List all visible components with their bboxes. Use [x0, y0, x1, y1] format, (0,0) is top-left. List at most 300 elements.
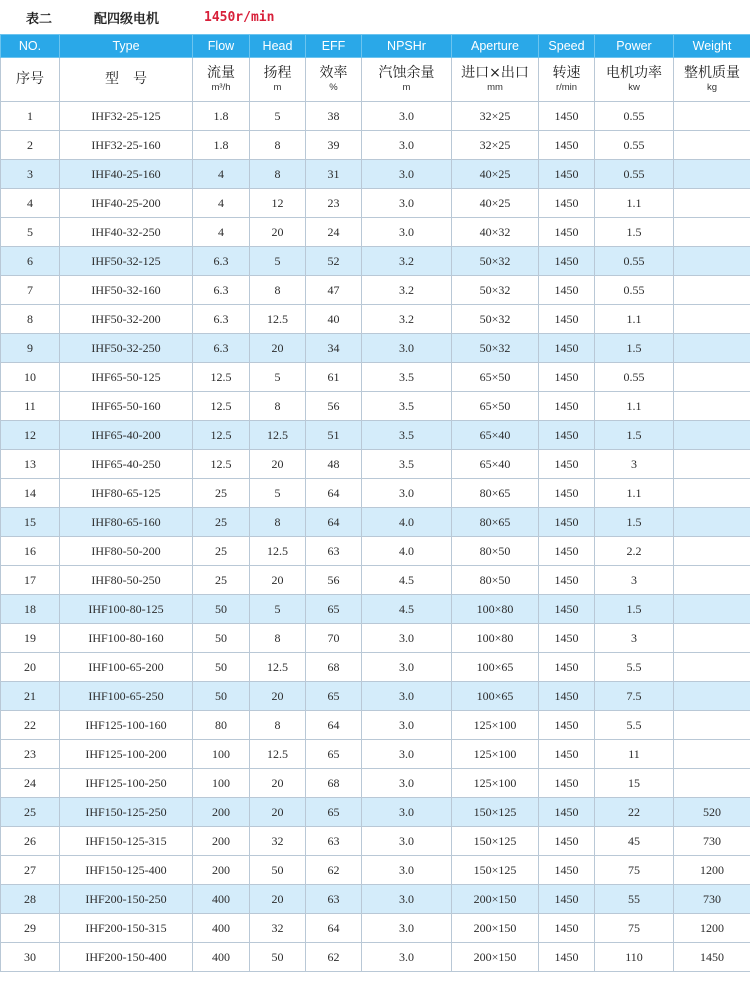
- cell-eff: 23: [306, 189, 362, 218]
- cell-power: 1.5: [595, 218, 674, 247]
- cell-speed: 1450: [539, 218, 595, 247]
- header-cn-label: 电机功率: [606, 65, 662, 81]
- cell-weight: [674, 479, 750, 508]
- cell-no: 13: [1, 450, 60, 479]
- cell-weight: [674, 740, 750, 769]
- cell-flow: 25: [193, 479, 250, 508]
- cell-power: 0.55: [595, 131, 674, 160]
- table-row: [1, 218, 750, 247]
- cell-power: 22: [595, 798, 674, 827]
- cell-weight: [674, 682, 750, 711]
- cell-eff: 62: [306, 943, 362, 972]
- cell-no: 20: [1, 653, 60, 682]
- cell-npshr: 3.0: [362, 914, 452, 943]
- cell-type: IHF65-50-160: [60, 392, 193, 421]
- cell-type: IHF32-25-160: [60, 131, 193, 160]
- cell-speed: 1450: [539, 566, 595, 595]
- cell-eff: 68: [306, 769, 362, 798]
- cell-flow: 12.5: [193, 450, 250, 479]
- cell-speed: 1450: [539, 392, 595, 421]
- cell-aperture: 100×80: [452, 595, 539, 624]
- table-row: [1, 160, 750, 189]
- cell-type: IHF80-65-125: [60, 479, 193, 508]
- cell-power: 45: [595, 827, 674, 856]
- cell-weight: [674, 392, 750, 421]
- table-row: [1, 653, 750, 682]
- cell-head: 12.5: [250, 537, 306, 566]
- cell-type: IHF100-65-200: [60, 653, 193, 682]
- cell-weight: [674, 624, 750, 653]
- cell-power: 1.1: [595, 189, 674, 218]
- cell-weight: 1450: [674, 943, 750, 972]
- cell-weight: [674, 131, 750, 160]
- cell-speed: 1450: [539, 682, 595, 711]
- cell-aperture: 50×32: [452, 247, 539, 276]
- cell-flow: 200: [193, 827, 250, 856]
- cell-speed: 1450: [539, 740, 595, 769]
- header-cn-flow: [193, 58, 250, 102]
- cell-weight: [674, 334, 750, 363]
- cell-eff: 56: [306, 566, 362, 595]
- header-cn-npshr: [362, 58, 452, 102]
- cell-power: 55: [595, 885, 674, 914]
- cell-weight: [674, 276, 750, 305]
- cell-weight: 1200: [674, 856, 750, 885]
- cell-speed: 1450: [539, 102, 595, 131]
- header-en-eff: EFF: [306, 35, 362, 58]
- cell-head: 5: [250, 102, 306, 131]
- cell-speed: 1450: [539, 276, 595, 305]
- cell-speed: 1450: [539, 305, 595, 334]
- cell-power: 0.55: [595, 102, 674, 131]
- cell-weight: [674, 363, 750, 392]
- cell-head: 20: [250, 450, 306, 479]
- cell-npshr: 4.5: [362, 566, 452, 595]
- cell-eff: 63: [306, 537, 362, 566]
- cell-eff: 31: [306, 160, 362, 189]
- cell-npshr: 3.0: [362, 769, 452, 798]
- header-en-flow: Flow: [193, 35, 250, 58]
- cell-eff: 62: [306, 856, 362, 885]
- cell-flow: 50: [193, 653, 250, 682]
- cell-flow: 1.8: [193, 102, 250, 131]
- cell-aperture: 80×50: [452, 537, 539, 566]
- cell-npshr: 3.0: [362, 885, 452, 914]
- cell-npshr: 3.0: [362, 827, 452, 856]
- cell-type: IHF125-100-160: [60, 711, 193, 740]
- header-unit: mm: [487, 82, 503, 93]
- cell-speed: 1450: [539, 334, 595, 363]
- cell-aperture: 100×65: [452, 682, 539, 711]
- cell-head: 8: [250, 711, 306, 740]
- cell-speed: 1450: [539, 856, 595, 885]
- cell-no: 18: [1, 595, 60, 624]
- header-cn-label: 整机质量: [684, 65, 740, 81]
- table-row: [1, 450, 750, 479]
- table-row: [1, 102, 750, 131]
- header-cn-label: 进口×出口: [461, 65, 529, 81]
- table-row: [1, 247, 750, 276]
- cell-power: 5.5: [595, 711, 674, 740]
- cell-aperture: 50×32: [452, 276, 539, 305]
- cell-type: IHF100-80-160: [60, 624, 193, 653]
- cell-aperture: 32×25: [452, 102, 539, 131]
- cell-flow: 4: [193, 160, 250, 189]
- cell-type: IHF80-50-200: [60, 537, 193, 566]
- header-cn-label: 流量: [207, 65, 235, 81]
- cell-weight: 520: [674, 798, 750, 827]
- cell-weight: [674, 218, 750, 247]
- header-en-type: Type: [60, 35, 193, 58]
- cell-power: 0.55: [595, 276, 674, 305]
- cell-type: IHF65-50-125: [60, 363, 193, 392]
- cell-type: IHF200-150-250: [60, 885, 193, 914]
- cell-aperture: 65×40: [452, 450, 539, 479]
- cell-weight: [674, 160, 750, 189]
- cell-no: 22: [1, 711, 60, 740]
- cell-head: 12.5: [250, 740, 306, 769]
- cell-power: 0.55: [595, 160, 674, 189]
- cell-eff: 65: [306, 798, 362, 827]
- header-row-cn: [1, 58, 750, 102]
- cell-flow: 12.5: [193, 363, 250, 392]
- table-title-bar: [0, 0, 750, 34]
- cell-power: 3: [595, 624, 674, 653]
- header-en-no: NO.: [1, 35, 60, 58]
- table-label: 表二: [26, 11, 53, 27]
- header-cn-label: 扬程: [263, 65, 292, 81]
- header-unit: %: [329, 82, 338, 93]
- cell-speed: 1450: [539, 479, 595, 508]
- cell-no: 27: [1, 856, 60, 885]
- cell-power: 5.5: [595, 653, 674, 682]
- header-cn-aperture: [452, 58, 539, 102]
- header-en-head: Head: [250, 35, 306, 58]
- cell-npshr: 3.0: [362, 943, 452, 972]
- cell-eff: 52: [306, 247, 362, 276]
- cell-speed: 1450: [539, 914, 595, 943]
- cell-aperture: 150×125: [452, 856, 539, 885]
- cell-npshr: 3.5: [362, 421, 452, 450]
- cell-speed: 1450: [539, 363, 595, 392]
- cell-npshr: 3.0: [362, 218, 452, 247]
- cell-power: 3: [595, 566, 674, 595]
- header-en-aperture: Aperture: [452, 35, 539, 58]
- cell-no: 29: [1, 914, 60, 943]
- cell-eff: 64: [306, 711, 362, 740]
- motor-speed: 1450r/min: [204, 9, 275, 25]
- cell-npshr: 4.0: [362, 508, 452, 537]
- cell-aperture: 40×25: [452, 189, 539, 218]
- cell-power: 11: [595, 740, 674, 769]
- cell-no: 15: [1, 508, 60, 537]
- cell-weight: [674, 305, 750, 334]
- cell-no: 16: [1, 537, 60, 566]
- cell-aperture: 65×40: [452, 421, 539, 450]
- cell-eff: 38: [306, 102, 362, 131]
- cell-power: 0.55: [595, 363, 674, 392]
- table-row: [1, 566, 750, 595]
- cell-no: 14: [1, 479, 60, 508]
- cell-speed: 1450: [539, 421, 595, 450]
- cell-power: 1.5: [595, 595, 674, 624]
- cell-aperture: 150×125: [452, 798, 539, 827]
- cell-head: 8: [250, 508, 306, 537]
- cell-flow: 200: [193, 856, 250, 885]
- table-row: [1, 392, 750, 421]
- table-row: [1, 479, 750, 508]
- cell-head: 50: [250, 943, 306, 972]
- cell-flow: 200: [193, 798, 250, 827]
- header-row-en: [1, 35, 750, 58]
- cell-head: 8: [250, 392, 306, 421]
- cell-eff: 34: [306, 334, 362, 363]
- cell-type: IHF200-150-400: [60, 943, 193, 972]
- table-row: [1, 624, 750, 653]
- cell-flow: 50: [193, 624, 250, 653]
- header-en-npshr: NPSHr: [362, 35, 452, 58]
- cell-flow: 80: [193, 711, 250, 740]
- header-cn-eff: [306, 58, 362, 102]
- pump-spec-table: [0, 34, 750, 972]
- cell-npshr: 3.0: [362, 653, 452, 682]
- cell-type: IHF40-25-200: [60, 189, 193, 218]
- cell-flow: 400: [193, 914, 250, 943]
- header-cn-type: [60, 58, 193, 102]
- cell-no: 30: [1, 943, 60, 972]
- cell-type: IHF150-125-400: [60, 856, 193, 885]
- cell-head: 12: [250, 189, 306, 218]
- table-row: [1, 682, 750, 711]
- cell-no: 25: [1, 798, 60, 827]
- cell-speed: 1450: [539, 711, 595, 740]
- cell-head: 32: [250, 914, 306, 943]
- cell-type: IHF125-100-250: [60, 769, 193, 798]
- cell-head: 8: [250, 131, 306, 160]
- cell-npshr: 3.5: [362, 450, 452, 479]
- cell-flow: 100: [193, 769, 250, 798]
- cell-eff: 64: [306, 508, 362, 537]
- cell-head: 20: [250, 334, 306, 363]
- cell-aperture: 80×65: [452, 508, 539, 537]
- cell-flow: 6.3: [193, 305, 250, 334]
- cell-weight: 730: [674, 885, 750, 914]
- cell-type: IHF150-125-250: [60, 798, 193, 827]
- cell-aperture: 50×32: [452, 305, 539, 334]
- cell-aperture: 80×50: [452, 566, 539, 595]
- cell-npshr: 3.2: [362, 247, 452, 276]
- table-row: [1, 827, 750, 856]
- cell-eff: 63: [306, 827, 362, 856]
- cell-power: 75: [595, 914, 674, 943]
- cell-npshr: 3.0: [362, 682, 452, 711]
- cell-eff: 64: [306, 479, 362, 508]
- cell-aperture: 100×80: [452, 624, 539, 653]
- cell-no: 28: [1, 885, 60, 914]
- cell-aperture: 32×25: [452, 131, 539, 160]
- cell-no: 6: [1, 247, 60, 276]
- cell-aperture: 125×100: [452, 711, 539, 740]
- cell-weight: [674, 189, 750, 218]
- cell-eff: 65: [306, 595, 362, 624]
- cell-speed: 1450: [539, 885, 595, 914]
- cell-aperture: 40×25: [452, 160, 539, 189]
- cell-eff: 65: [306, 682, 362, 711]
- cell-head: 20: [250, 885, 306, 914]
- cell-weight: [674, 102, 750, 131]
- cell-aperture: 125×100: [452, 740, 539, 769]
- cell-npshr: 4.5: [362, 595, 452, 624]
- header-unit: m³/h: [211, 82, 231, 93]
- cell-head: 32: [250, 827, 306, 856]
- table-row: [1, 595, 750, 624]
- cell-speed: 1450: [539, 943, 595, 972]
- cell-power: 0.55: [595, 247, 674, 276]
- cell-head: 12.5: [250, 653, 306, 682]
- cell-speed: 1450: [539, 624, 595, 653]
- header-cn-label: 汽蚀余量: [378, 65, 435, 81]
- cell-no: 21: [1, 682, 60, 711]
- cell-npshr: 3.0: [362, 131, 452, 160]
- cell-power: 1.1: [595, 305, 674, 334]
- header-cn-label: 序号: [16, 71, 44, 87]
- cell-aperture: 150×125: [452, 827, 539, 856]
- cell-speed: 1450: [539, 160, 595, 189]
- header-en-weight: Weight: [674, 35, 750, 58]
- cell-flow: 6.3: [193, 334, 250, 363]
- cell-flow: 1.8: [193, 131, 250, 160]
- cell-weight: [674, 508, 750, 537]
- cell-flow: 6.3: [193, 247, 250, 276]
- cell-no: 10: [1, 363, 60, 392]
- table-row: [1, 508, 750, 537]
- cell-npshr: 3.0: [362, 189, 452, 218]
- cell-flow: 50: [193, 595, 250, 624]
- header-cn-label: 型 号: [105, 71, 147, 87]
- cell-weight: [674, 537, 750, 566]
- cell-eff: 39: [306, 131, 362, 160]
- cell-npshr: 3.0: [362, 798, 452, 827]
- table-row: [1, 885, 750, 914]
- table-row: [1, 189, 750, 218]
- cell-power: 1.5: [595, 508, 674, 537]
- cell-no: 1: [1, 102, 60, 131]
- cell-type: IHF50-32-200: [60, 305, 193, 334]
- header-cn-no: [1, 58, 60, 102]
- cell-npshr: 3.2: [362, 305, 452, 334]
- cell-type: IHF32-25-125: [60, 102, 193, 131]
- cell-npshr: 3.5: [362, 392, 452, 421]
- cell-npshr: 3.0: [362, 160, 452, 189]
- cell-type: IHF80-65-160: [60, 508, 193, 537]
- cell-weight: 730: [674, 827, 750, 856]
- cell-weight: [674, 450, 750, 479]
- cell-no: 12: [1, 421, 60, 450]
- cell-no: 9: [1, 334, 60, 363]
- cell-weight: [674, 595, 750, 624]
- spec-table-body: [1, 102, 750, 972]
- cell-weight: [674, 566, 750, 595]
- cell-no: 11: [1, 392, 60, 421]
- cell-flow: 400: [193, 943, 250, 972]
- cell-speed: 1450: [539, 769, 595, 798]
- cell-speed: 1450: [539, 653, 595, 682]
- cell-speed: 1450: [539, 189, 595, 218]
- table-row: [1, 711, 750, 740]
- cell-flow: 4: [193, 189, 250, 218]
- cell-npshr: 3.0: [362, 856, 452, 885]
- cell-head: 5: [250, 595, 306, 624]
- cell-head: 20: [250, 798, 306, 827]
- header-unit: m: [402, 82, 411, 93]
- cell-type: IHF65-40-200: [60, 421, 193, 450]
- cell-speed: 1450: [539, 827, 595, 856]
- cell-head: 50: [250, 856, 306, 885]
- table-row: [1, 305, 750, 334]
- header-cn-label: 效率: [319, 65, 348, 81]
- cell-eff: 64: [306, 914, 362, 943]
- cell-aperture: 40×32: [452, 218, 539, 247]
- header-cn-label: 转速: [552, 65, 581, 81]
- cell-npshr: 3.0: [362, 479, 452, 508]
- header-unit: kg: [706, 82, 718, 93]
- cell-power: 75: [595, 856, 674, 885]
- cell-aperture: 80×65: [452, 479, 539, 508]
- cell-flow: 400: [193, 885, 250, 914]
- table-row: [1, 421, 750, 450]
- cell-no: 23: [1, 740, 60, 769]
- cell-speed: 1450: [539, 798, 595, 827]
- cell-type: IHF50-32-160: [60, 276, 193, 305]
- cell-type: IHF80-50-250: [60, 566, 193, 595]
- cell-type: IHF65-40-250: [60, 450, 193, 479]
- cell-speed: 1450: [539, 537, 595, 566]
- cell-type: IHF200-150-315: [60, 914, 193, 943]
- table-row: [1, 334, 750, 363]
- cell-flow: 100: [193, 740, 250, 769]
- cell-no: 3: [1, 160, 60, 189]
- table-row: [1, 914, 750, 943]
- table-row: [1, 856, 750, 885]
- cell-weight: 1200: [674, 914, 750, 943]
- cell-head: 8: [250, 276, 306, 305]
- cell-aperture: 100×65: [452, 653, 539, 682]
- header-cn-weight: [674, 58, 750, 102]
- cell-power: 3: [595, 450, 674, 479]
- cell-no: 24: [1, 769, 60, 798]
- cell-head: 5: [250, 363, 306, 392]
- cell-weight: [674, 653, 750, 682]
- cell-weight: [674, 247, 750, 276]
- cell-speed: 1450: [539, 450, 595, 479]
- cell-aperture: 200×150: [452, 914, 539, 943]
- cell-type: IHF50-32-125: [60, 247, 193, 276]
- cell-power: 1.1: [595, 392, 674, 421]
- cell-aperture: 200×150: [452, 885, 539, 914]
- cell-head: 8: [250, 624, 306, 653]
- cell-eff: 40: [306, 305, 362, 334]
- cell-head: 20: [250, 769, 306, 798]
- header-en-power: Power: [595, 35, 674, 58]
- table-row: [1, 769, 750, 798]
- header-cn-power: [595, 58, 674, 102]
- table-row: [1, 276, 750, 305]
- cell-power: 1.5: [595, 421, 674, 450]
- table-row: [1, 943, 750, 972]
- cell-head: 12.5: [250, 421, 306, 450]
- cell-aperture: 65×50: [452, 363, 539, 392]
- cell-no: 19: [1, 624, 60, 653]
